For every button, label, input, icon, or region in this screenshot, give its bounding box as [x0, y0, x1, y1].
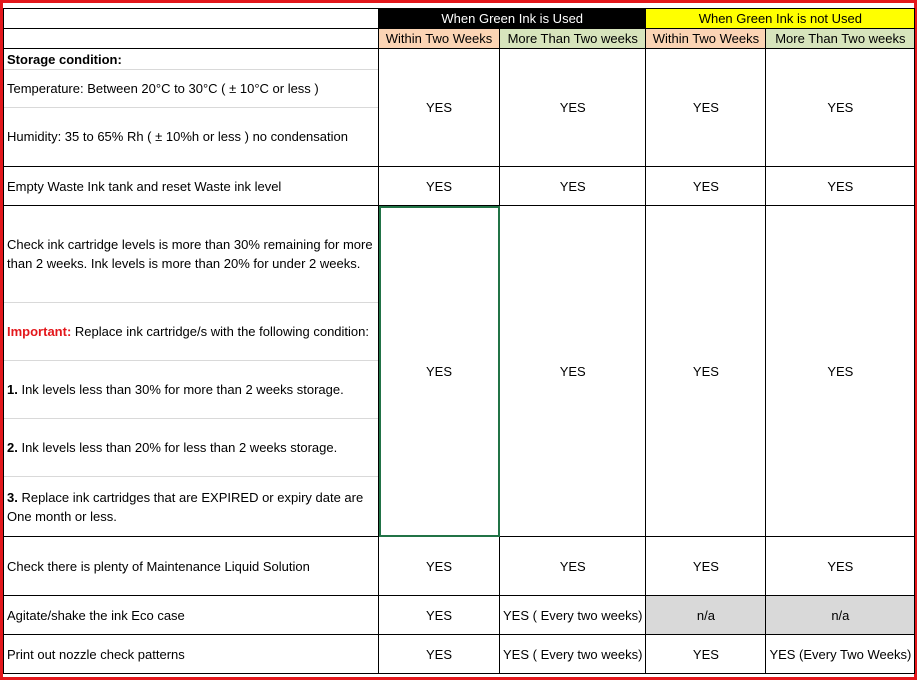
header-blank-cell: [4, 9, 379, 29]
waste-value-2: YES: [500, 167, 646, 206]
item-2-text: Ink levels less than 20% for less than 2 weeks storage.: [17, 440, 338, 455]
nozzle-value-3: YES: [646, 635, 766, 674]
subheader-more-than-two-weeks-not-used: More Than Two weeks: [766, 29, 915, 49]
important-text: Replace ink cartridge/s with the following condition:: [71, 324, 369, 339]
subheader-within-two-weeks-not-used: Within Two Weeks: [646, 29, 766, 49]
item-3-number: 3.: [7, 489, 18, 505]
ink-item-3: [4, 477, 378, 536]
storage-value-1: YES: [379, 49, 500, 167]
ink-cartridge-cell: [4, 206, 379, 537]
waste-value-3: YES: [646, 167, 766, 206]
item-3-text: Replace ink cartridges that are EXPIRED or expiry date are One month or less.: [7, 489, 364, 524]
agitate-value-3-na: n/a: [646, 596, 766, 635]
header-green-ink-not-used: When Green Ink is not Used: [646, 9, 915, 29]
maintenance-value-1: YES: [379, 537, 500, 596]
waste-value-1: YES: [379, 167, 500, 206]
waste-ink-label: Empty Waste Ink tank and reset Waste ink level: [4, 167, 379, 206]
maintenance-liquid-label: Check there is plenty of Maintenance Liquid Solution: [4, 537, 379, 596]
subheader-within-two-weeks-used: Within Two Weeks: [379, 29, 500, 49]
ink-check-text: [4, 206, 378, 303]
agitate-value-1: YES: [379, 596, 500, 635]
storage-condition-cell: [4, 49, 379, 167]
agitate-label: Agitate/shake the ink Eco case: [4, 596, 379, 635]
ink-check-span: Check ink cartridge levels is more than 30% remaining for more than 2 weeks. Ink levels is more than 20% for under 2 weeks.: [7, 237, 373, 271]
header-green-ink-used: When Green Ink is Used: [379, 9, 646, 29]
item-1-text: Ink levels less than 30% for more than 2 weeks storage.: [17, 382, 344, 397]
ink-item-1: [4, 361, 378, 419]
maintenance-value-3: YES: [646, 537, 766, 596]
waste-value-4: YES: [766, 167, 915, 206]
important-label: Important:: [7, 324, 72, 339]
maintenance-table: [3, 8, 915, 674]
subheader-blank-cell: [4, 29, 379, 49]
ink-item-2: [4, 419, 378, 477]
ink-value-2: YES: [500, 206, 646, 537]
agitate-value-2: YES ( Every two weeks): [500, 596, 646, 635]
ink-value-3: YES: [646, 206, 766, 537]
subheader-more-than-two-weeks-used: More Than Two weeks: [500, 29, 646, 49]
nozzle-value-2: YES ( Every two weeks): [500, 635, 646, 674]
nozzle-value-4: YES (Every Two Weeks): [766, 635, 915, 674]
storage-value-3: YES: [646, 49, 766, 167]
storage-value-4: YES: [766, 49, 915, 167]
ink-value-1-selected-cell[interactable]: YES: [379, 206, 500, 537]
item-1-number: 1.: [7, 382, 18, 397]
storage-value-2: YES: [500, 49, 646, 167]
storage-humidity: Humidity: 35 to 65% Rh ( ± 10%h or less ) no condensation: [7, 129, 348, 144]
storage-title: Storage condition:: [4, 50, 378, 70]
maintenance-value-2: YES: [500, 537, 646, 596]
maintenance-value-4: YES: [766, 537, 915, 596]
ink-important-text: [4, 303, 378, 361]
agitate-value-4-na: n/a: [766, 596, 915, 635]
nozzle-value-1: YES: [379, 635, 500, 674]
ink-value-4: YES: [766, 206, 915, 537]
nozzle-check-label: Print out nozzle check patterns: [4, 635, 379, 674]
item-2-number: 2.: [7, 440, 18, 455]
storage-temperature: Temperature: Between 20°C to 30°C ( ± 10°C or less ): [4, 70, 378, 108]
